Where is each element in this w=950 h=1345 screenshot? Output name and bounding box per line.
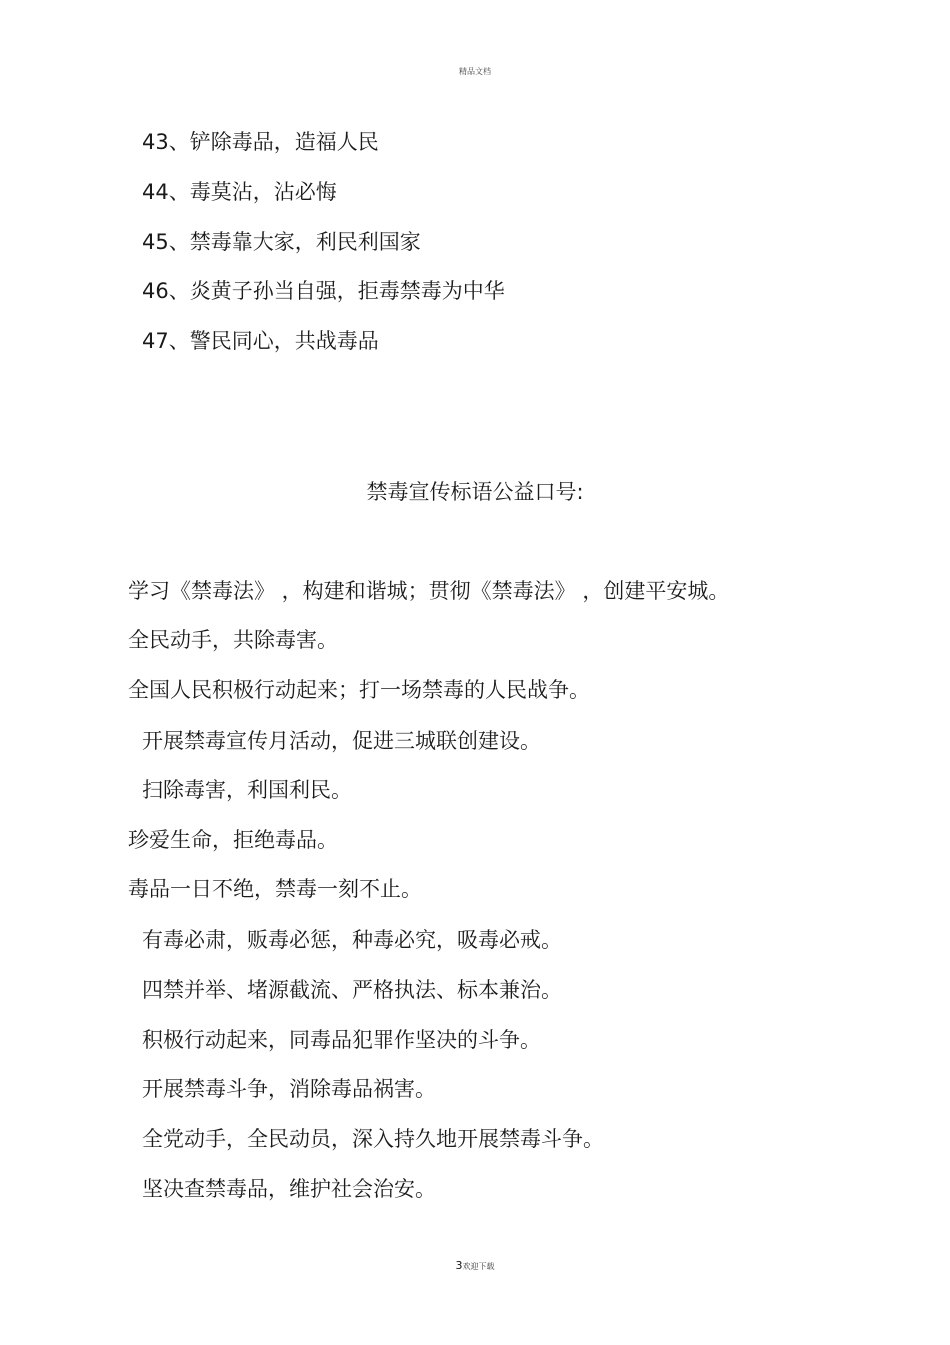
page-number: 3 <box>455 1259 463 1272</box>
numbered-slogan-43: 43、铲除毒品，造福人民 <box>142 130 379 154</box>
slogan-line: 毒品一日不绝，禁毒一刻不止。 <box>128 877 422 901</box>
numbered-slogan-44: 44、毒莫沾，沾必悔 <box>142 180 337 204</box>
slogan-line: 积极行动起来，同毒品犯罪作坚决的斗争。 <box>142 1028 541 1052</box>
slogan-line: 全党动手，全民动员，深入持久地开展禁毒斗争。 <box>142 1127 604 1151</box>
slogan-line: 坚决查禁毒品，维护社会治安。 <box>142 1177 436 1201</box>
slogan-line: 全国人民积极行动起来；打一场禁毒的人民战争。 <box>128 678 590 702</box>
numbered-slogan-46: 46、炎黄子孙当自强，拒毒禁毒为中华 <box>142 279 505 303</box>
slogan-line: 开展禁毒斗争，消除毒品祸害。 <box>142 1077 436 1101</box>
header-note: 精品文档 <box>459 67 491 76</box>
slogan-line: 学习《禁毒法》 ，构建和谐城；贯彻《禁毒法》 ，创建平安城。 <box>128 579 730 603</box>
slogan-line: 四禁并举、堵源截流、严格执法、标本兼治。 <box>142 978 562 1002</box>
numbered-slogan-47: 47、警民同心，共战毒品 <box>142 329 379 353</box>
page-footer <box>0 1259 950 1272</box>
numbered-slogan-45: 45、禁毒靠大家，利民利国家 <box>142 230 421 254</box>
slogan-line: 珍爱生命，拒绝毒品。 <box>128 828 338 852</box>
slogan-line: 扫除毒害，利国利民。 <box>142 778 352 802</box>
slogan-line: 全民动手，共除毒害。 <box>128 628 338 652</box>
slogan-line: 开展禁毒宣传月活动，促进三城联创建设。 <box>142 729 541 753</box>
section-title: 禁毒宣传标语公益口号: <box>366 480 584 504</box>
slogan-line: 有毒必肃，贩毒必惩，种毒必究，吸毒必戒。 <box>142 928 562 952</box>
footer-note: 欢迎下载 <box>462 1262 495 1271</box>
